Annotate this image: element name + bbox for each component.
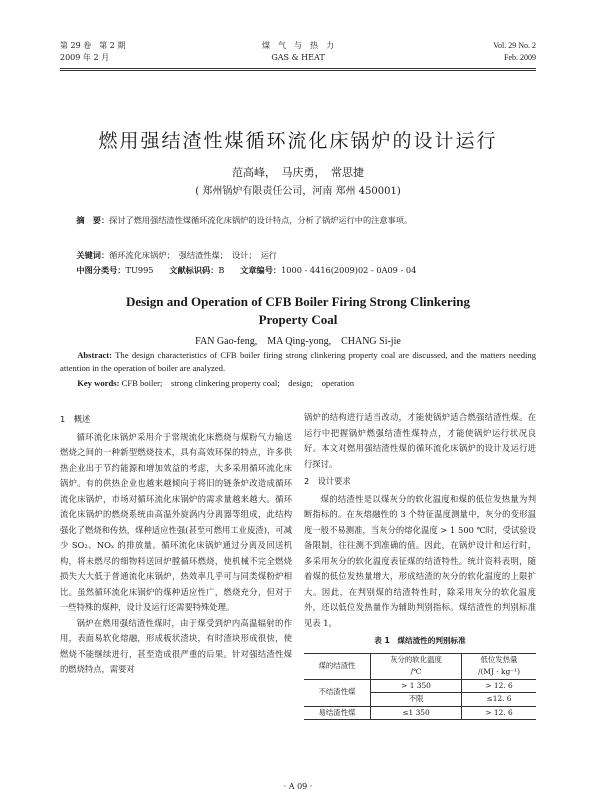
journal-name-cn: 煤 气 与 热 力 bbox=[262, 41, 334, 50]
table-header-softening-temp-unit: /℃ bbox=[371, 666, 462, 679]
classification-line bbox=[60, 264, 536, 277]
section-1-continued: 锅炉的结构进行适当改动，才能使锅炉适合燃强结渣性煤。在运行中把握锅炉燃强结渣性煤特点，才能使锅炉运行状况良好。本文对燃用强结渣性煤的循环流化床锅炉的设计及运行进行探讨。 bbox=[304, 412, 536, 469]
table-header-softening-temp: 灰分的软化温度 bbox=[371, 653, 462, 666]
keywords-cn bbox=[60, 249, 536, 262]
page-number: · A 09 · bbox=[283, 782, 313, 791]
journal-name-en: GAS & HEAT bbox=[271, 53, 325, 62]
header-rule-thin bbox=[60, 70, 536, 71]
abstract-cn-label: 摘 要： bbox=[76, 215, 110, 225]
section-1-paragraph-1: 循环流化床锅炉采用介于常规流化床燃烧与煤粉气力输送燃烧之间的一种新型燃烧技术，具有高效环保的特点，许多供热企业出于节约能源和增加效益的考虑，大多采用循环流化床锅炉。有的供热企业也越来越倾向于将旧的链条炉改造成循环流化床锅炉，市场对循环流化床锅炉的需求量越来越大。循环流化床锅炉的燃烧系统由高温外旋涡内分离器等组成，此结构强化了燃烧和传热，煤种适应性强(甚至可燃用工业废渣)，可减少 SO₂、NOₓ 的排放量。循环流化床锅炉通过分离及回送机构，将未燃尽的细物料送回炉膛循环燃烧，使机械不完全燃烧损失大大低于普通流化床锅炉，热效率几乎可与同类煤粉炉相比。虽然循环流化床锅炉的煤种适应性广，燃烧充分，但对于一些特殊的煤种，设计及运行还需要特殊处理。 bbox=[60, 431, 292, 612]
keywords-en-text: CFB boiler; strong clinkering property coal; design; operation bbox=[121, 378, 355, 388]
volume-issue: 第 29 卷 第 2 期 bbox=[60, 41, 126, 50]
keywords-en-label: Key words: bbox=[77, 378, 120, 388]
table-cell-heat: > 12. 6 bbox=[462, 706, 536, 720]
body-column-right bbox=[304, 410, 536, 720]
issue-date-cn: 2009 年 2 月 bbox=[60, 53, 110, 62]
table-cell-coal-type: 易结渣性煤 bbox=[304, 706, 371, 720]
keywords-cn-label: 关键词： bbox=[76, 250, 110, 260]
table-header-coal-type: 煤的结渣性 bbox=[304, 653, 371, 679]
section-1-heading: 1 概述 bbox=[60, 414, 91, 424]
table-header-heating-value: 低位发热量 bbox=[462, 653, 536, 666]
doc-code-value: B bbox=[218, 265, 225, 275]
table-cell-heat: > 12. 6 bbox=[462, 679, 536, 693]
table-header-row bbox=[304, 653, 536, 666]
keywords-en bbox=[60, 377, 536, 390]
table-row bbox=[304, 706, 536, 720]
paper-title-cn: 燃用强结渣性煤循环流化床锅炉的设计运行 bbox=[98, 130, 498, 152]
table-cell-temp: > 1 350 bbox=[371, 679, 462, 693]
journal-volume-info-en bbox=[493, 40, 536, 64]
keywords-cn-text: 循环流化床锅炉； 强结渣性煤； 设计； 运行 bbox=[109, 250, 277, 260]
abstract-en-text: The design characteristics of CFB boiler firing strong clinkering property coal are discussed, and the matters needing attention in the operation of boiler are analyzed. bbox=[60, 350, 537, 373]
issue-date-en: Feb. 2009 bbox=[504, 53, 536, 62]
article-number-value: 1000 - 4416(2009)02 - 0A09 - 04 bbox=[281, 265, 417, 275]
body-column-left bbox=[60, 410, 292, 678]
paper-title-en-line1: Design and Operation of CFB Boiler Firing Strong Clinkering bbox=[125, 294, 471, 309]
doc-code-label: 文献标识码： bbox=[169, 265, 219, 275]
section-2-heading: 2 设计要求 bbox=[304, 476, 351, 486]
table-cell-temp: 不限 bbox=[371, 693, 462, 707]
paper-title-en-line2: Property Coal bbox=[258, 312, 338, 327]
table-cell-temp: ≤1 350 bbox=[371, 706, 462, 720]
clc-label: 中图分类号： bbox=[76, 265, 126, 275]
table-1-caption: 表 1 煤结渣性的判别标准 bbox=[374, 636, 466, 645]
paper-title-en bbox=[0, 293, 596, 329]
authors-cn: 范高峰， 马庆勇， 常思捷 bbox=[232, 166, 364, 179]
abstract-cn bbox=[60, 214, 536, 227]
abstract-en bbox=[60, 349, 536, 375]
abstract-en-block bbox=[60, 349, 536, 390]
section-2-paragraph-1: 煤的结渣性是以煤灰分的软化温度和煤的低位发热量为判断指标的。在灰熔融性的 3 个特征温度测量中，灰分的变形温度一般不易测准，当灰分的熔化温度 > 1 500 ℃时，受试验设备限制，往往测不到准确的值。因此，在锅炉设计和运行时，多采用灰分的软化温度表征煤的结渣特性。统计资料表明，随着煤的低位发热量增大，形成结渣的灰分的软化温度的上限扩大。因此，在判别煤的结渣特性时，除采用灰分的软化温度外，还以低位发热量作为辅助判别指标。煤结渣性的判别标准见表 1。 bbox=[304, 493, 536, 628]
authors-en: FAN Gao-feng, MA Qing-yong, CHANG Si-jie bbox=[195, 336, 401, 347]
header-rule bbox=[60, 68, 536, 69]
abstract-cn-text: 探讨了燃用强结渣性煤循环流化床锅炉的设计特点，分析了锅炉运行中的注意事项。 bbox=[109, 215, 413, 225]
table-row bbox=[304, 679, 536, 693]
table-cell-heat: ≤12. 6 bbox=[462, 693, 536, 707]
clc-value: TU995 bbox=[125, 265, 154, 275]
abstract-en-label: Abstract: bbox=[77, 350, 113, 360]
section-1-paragraph-2: 锅炉在燃用强结渣性煤时，由于煤受到炉内高温辐射的作用，表面易软化熔融，形成板状渣块，有时渣块形成很快，使燃烧不能继续进行，甚至造成很严重的后果。针对强结渣性煤的燃烧特点，需要对 bbox=[60, 617, 292, 674]
affiliation-cn: ( 郑州锅炉有限责任公司，河南 郑州 450001) bbox=[195, 186, 401, 197]
article-number-label: 文章编号： bbox=[240, 265, 282, 275]
table-header-heating-value-unit: /(MJ · kg⁻¹) bbox=[462, 666, 536, 679]
table-cell-coal-type: 不结渣性煤 bbox=[304, 679, 371, 706]
volume-issue-en: Vol. 29 No. 2 bbox=[493, 41, 536, 50]
table-1 bbox=[304, 653, 536, 721]
